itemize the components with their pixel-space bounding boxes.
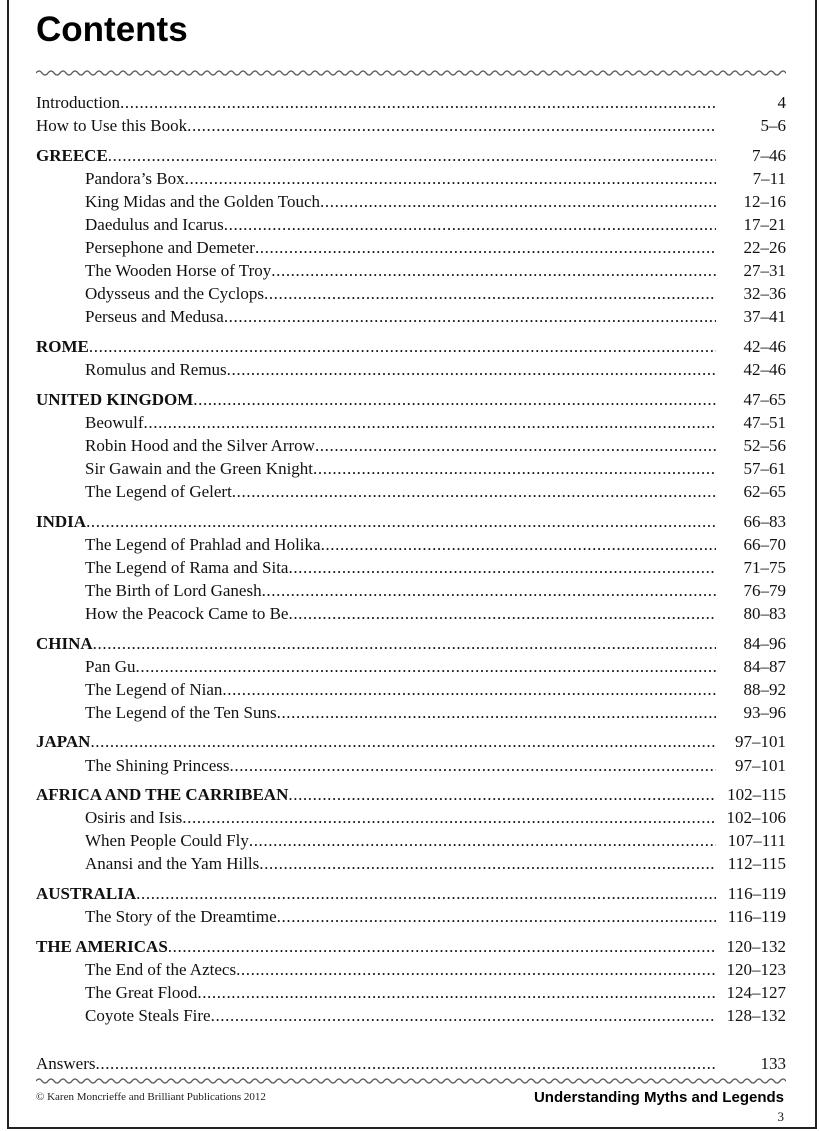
dot-leader	[255, 236, 716, 259]
toc-title: ROME	[36, 336, 89, 356]
dot-leader	[120, 91, 716, 114]
toc-title: The End of the Aztecs	[85, 959, 237, 979]
toc-entry-row	[36, 958, 786, 981]
toc-title: UNITED KINGDOM	[36, 389, 194, 409]
page-title: Contents	[36, 10, 188, 49]
toc-page-range: 80–83	[743, 603, 786, 623]
dot-leader	[236, 958, 716, 981]
toc-entry-row	[36, 259, 786, 282]
toc-title: Answers	[36, 1054, 96, 1074]
toc-row	[36, 1052, 786, 1075]
dot-leader	[224, 305, 716, 328]
dot-leader	[187, 114, 716, 137]
dot-leader	[211, 1004, 716, 1027]
toc-title: King Midas and the Golden Touch	[85, 191, 321, 211]
toc-section-row	[36, 388, 786, 411]
toc-entry-row	[36, 905, 786, 928]
copyright-notice: © Karen Moncrieffe and Brilliant Publications 2012	[36, 1091, 266, 1103]
toc-title: Perseus and Medusa	[85, 307, 224, 327]
dot-leader	[227, 358, 716, 381]
toc-title: Daedulus and Icarus	[85, 214, 224, 234]
dot-leader	[224, 213, 716, 236]
toc-page-range: 128–132	[726, 1005, 786, 1025]
toc-page-range: 42–46	[743, 360, 786, 380]
toc-title: AFRICA AND THE CARRIBEAN	[36, 785, 289, 805]
toc-page-range: 97–101	[735, 755, 786, 775]
toc-page-range: 84–87	[743, 656, 786, 676]
toc-title: Pandora’s Box	[85, 168, 185, 188]
toc-entry-row	[36, 236, 786, 259]
toc-page-range: 116–119	[727, 907, 786, 927]
toc-title: How to Use this Book	[36, 116, 188, 136]
toc-title: The Great Flood	[85, 982, 198, 1002]
toc-title: CHINA	[36, 633, 93, 653]
toc-title: Introduction	[36, 93, 121, 112]
toc-entry-row	[36, 602, 786, 625]
toc-title: Sir Gawain and the Green Knight	[85, 458, 314, 478]
toc-entry-row	[36, 167, 786, 190]
dot-leader	[288, 556, 716, 579]
dot-leader	[249, 829, 716, 852]
toc-title: The Legend of the Ten Suns	[85, 702, 277, 722]
toc-section-row	[36, 935, 786, 958]
dot-leader	[89, 335, 716, 358]
toc-title: Beowulf	[85, 412, 144, 432]
toc-page-range: 57–61	[743, 458, 786, 478]
dot-leader	[271, 259, 716, 282]
toc-page-range: 62–65	[743, 482, 786, 501]
table-of-contents	[36, 91, 786, 1075]
dot-leader	[108, 144, 716, 167]
page-number: 3	[777, 1109, 784, 1124]
toc-entry-row	[36, 434, 786, 457]
dot-leader	[230, 754, 717, 777]
toc-title: Robin Hood and the Silver Arrow	[85, 435, 315, 455]
toc-entry-row	[36, 213, 786, 236]
toc-title: GREECE	[36, 145, 108, 165]
toc-entry-row	[36, 480, 786, 503]
toc-title: The Wooden Horse of Troy	[85, 261, 272, 281]
dot-leader	[277, 701, 716, 724]
dot-leader	[90, 730, 716, 753]
toc-page-range: 76–79	[743, 580, 786, 600]
toc-title: THE AMERICAS	[36, 936, 168, 956]
toc-title: Coyote Steals Fire	[85, 1005, 211, 1025]
toc-section-row	[36, 144, 786, 167]
toc-page-range: 124–127	[726, 982, 786, 1002]
dot-leader	[315, 434, 716, 457]
toc-entry-row	[36, 655, 786, 678]
toc-entry-row	[36, 701, 786, 724]
toc-page-range: 112–115	[727, 854, 786, 874]
toc-page-range: 27–31	[743, 261, 786, 281]
toc-entry-row	[36, 981, 786, 1004]
toc-entry-row	[36, 533, 786, 556]
toc-title: Pan Gu	[85, 656, 136, 676]
dot-leader	[136, 655, 716, 678]
toc-title: When People Could Fly	[85, 831, 249, 851]
dot-leader	[197, 981, 716, 1004]
toc-page-range: 97–101	[735, 732, 786, 752]
toc-entry-row	[36, 556, 786, 579]
toc-page-range: 116–119	[727, 884, 786, 903]
dot-leader	[193, 388, 716, 411]
toc-entry-row	[36, 411, 786, 434]
toc-page-range: 120–123	[726, 959, 786, 979]
toc-page-range: 102–115	[727, 785, 786, 805]
dot-leader	[222, 678, 716, 701]
dot-leader	[320, 190, 716, 213]
toc-page-range: 42–46	[743, 336, 786, 356]
toc-entry-row	[36, 579, 786, 602]
dot-leader	[96, 1052, 717, 1075]
toc-page-range: 22–26	[743, 238, 786, 258]
toc-page-range: 17–21	[743, 214, 786, 234]
toc-title: AUSTRALIA	[36, 884, 137, 903]
toc-title: Odysseus and the Cyclops	[85, 284, 264, 304]
toc-entry-row	[36, 678, 786, 701]
toc-title: JAPAN	[36, 732, 91, 752]
toc-page-range: 84–96	[743, 633, 786, 653]
toc-entry-row	[36, 754, 786, 777]
toc-title: The Story of the Dreamtime	[85, 907, 277, 927]
dot-leader	[232, 480, 716, 503]
toc-title: The Legend of Rama and Sita	[85, 557, 289, 577]
toc-entry-row	[36, 806, 786, 829]
wavy-divider-bottom	[36, 1077, 786, 1085]
toc-title: Romulus and Remus	[85, 360, 227, 380]
toc-page-range: 37–41	[743, 307, 786, 327]
toc-page-range: 7–46	[752, 145, 786, 165]
toc-page-range: 71–75	[743, 557, 786, 577]
dot-leader	[277, 905, 716, 928]
dot-leader	[288, 602, 716, 625]
toc-title: INDIA	[36, 511, 87, 531]
book-title: Understanding Myths and Legends	[533, 1089, 784, 1106]
toc-entry-row	[36, 1004, 786, 1027]
toc-page-range: 102–106	[726, 808, 786, 828]
dot-leader	[262, 579, 716, 602]
toc-page-range: 32–36	[743, 284, 786, 304]
dot-leader	[264, 282, 716, 305]
toc-page-range: 5–6	[760, 116, 786, 136]
toc-entry-row	[36, 852, 786, 875]
toc-entry-row	[36, 829, 786, 852]
dot-leader	[259, 852, 716, 875]
dot-leader	[86, 510, 716, 533]
toc-page-range: 12–16	[743, 191, 786, 211]
toc-section-row	[36, 730, 786, 753]
toc-title: The Shining Princess	[85, 755, 230, 775]
dot-leader	[313, 457, 716, 480]
toc-row	[36, 91, 786, 114]
toc-entry-row	[36, 190, 786, 213]
toc-section-row	[36, 632, 786, 655]
toc-page-range: 88–92	[743, 679, 786, 699]
dot-leader	[93, 632, 716, 655]
toc-page-range: 133	[760, 1054, 786, 1074]
toc-entry-row	[36, 358, 786, 381]
toc-page-range: 4	[777, 93, 786, 112]
toc-entry-row	[36, 305, 786, 328]
dot-leader	[182, 806, 716, 829]
toc-title: The Legend of Gelert	[85, 482, 232, 501]
toc-section-row	[36, 882, 786, 905]
dot-leader	[168, 935, 716, 958]
dot-leader	[288, 783, 716, 806]
toc-page-range: 47–65	[743, 389, 786, 409]
toc-page-range: 107–111	[727, 831, 786, 851]
toc-title: The Legend of Nian	[85, 679, 223, 699]
toc-page-range: 7–11	[752, 168, 786, 188]
toc-title: The Legend of Prahlad and Holika	[85, 534, 321, 554]
toc-section-row	[36, 335, 786, 358]
toc-page-range: 93–96	[743, 702, 786, 722]
dot-leader	[144, 411, 716, 434]
toc-page-range: 66–83	[743, 511, 786, 531]
toc-title: Persephone and Demeter	[85, 238, 255, 258]
toc-entry-row	[36, 282, 786, 305]
dot-leader	[185, 167, 716, 190]
dot-leader	[321, 533, 716, 556]
toc-entry-row	[36, 457, 786, 480]
toc-row	[36, 114, 786, 137]
toc-title: The Birth of Lord Ganesh	[85, 580, 262, 600]
toc-title: Osiris and Isis	[85, 808, 183, 828]
toc-page-range: 120–132	[726, 936, 786, 956]
toc-page-range: 52–56	[743, 435, 786, 455]
dot-leader	[136, 882, 716, 905]
toc-page-range: 47–51	[743, 412, 786, 432]
toc-section-row	[36, 510, 786, 533]
toc-page-range: 66–70	[743, 534, 786, 554]
wavy-divider-top	[36, 69, 786, 77]
toc-section-row	[36, 783, 786, 806]
toc-title: How the Peacock Came to Be	[85, 603, 289, 623]
toc-title: Anansi and the Yam Hills	[85, 854, 260, 874]
